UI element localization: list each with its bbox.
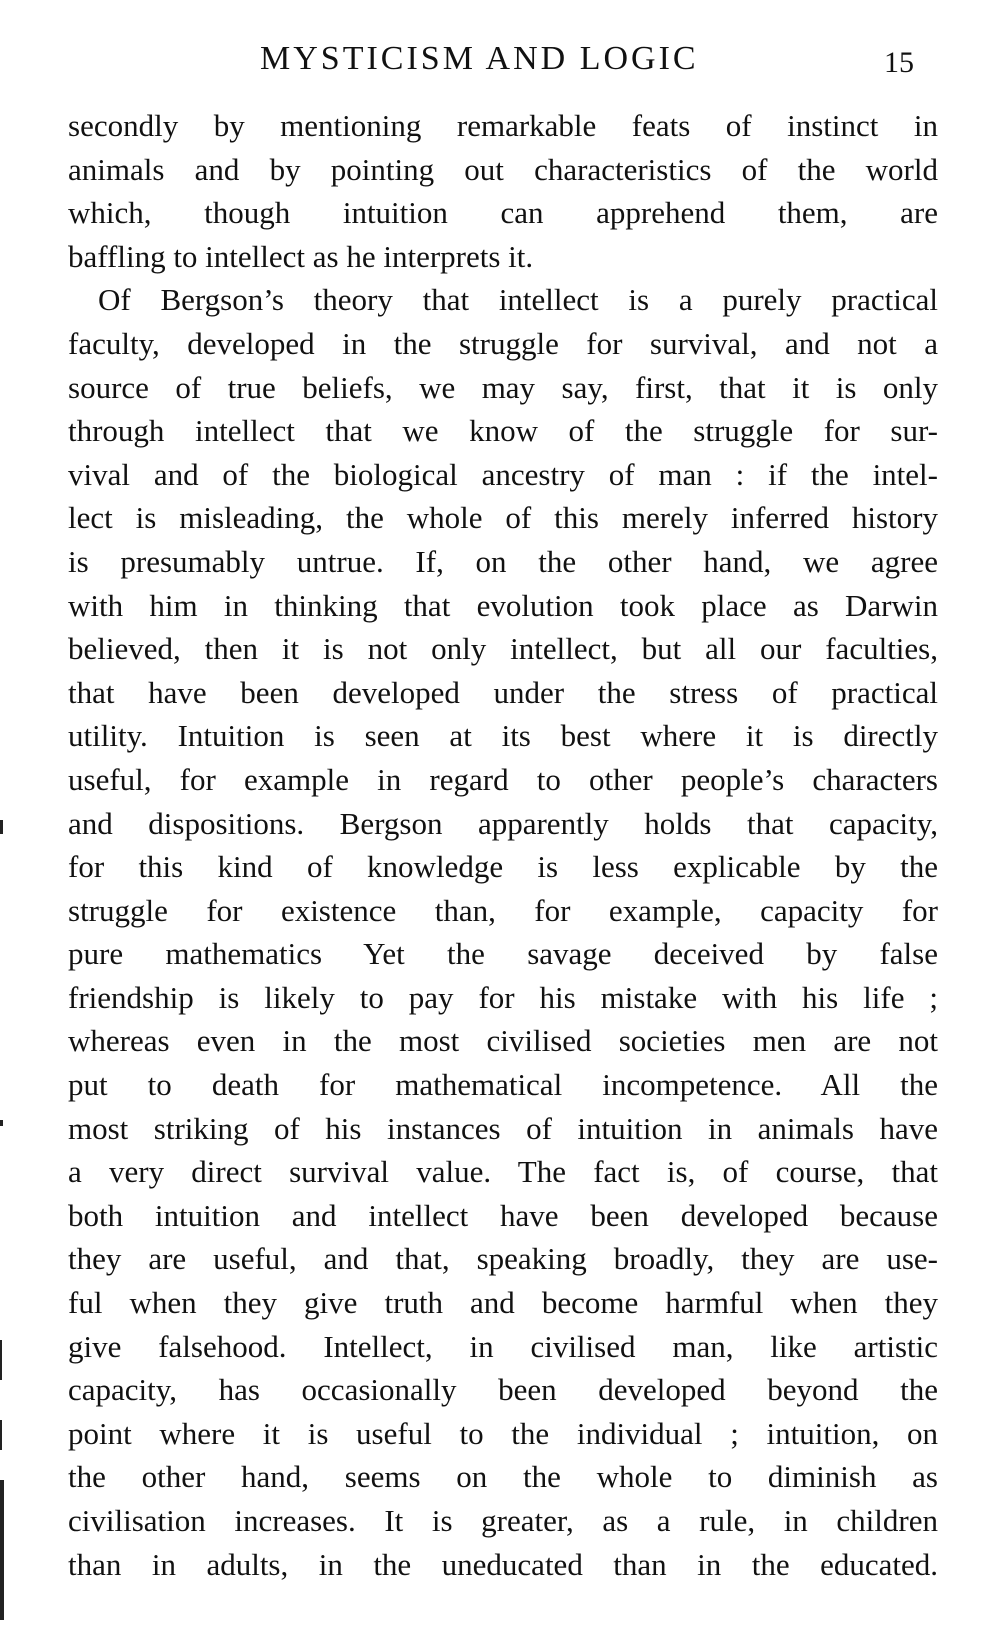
text-line: for this kind of knowledge is less explicable by the (68, 849, 938, 885)
text-line: baffling to intellect as he interprets it. (68, 238, 534, 274)
scan-edge-mark (0, 1480, 4, 1620)
page-number: 15 (884, 46, 914, 79)
text-line: capacity, has occasionally been developed beyond the (68, 1372, 938, 1408)
text-line: secondly by mentioning remarkable feats of instinct in (68, 108, 938, 143)
scan-edge-mark (0, 820, 3, 834)
running-title: MYSTICISM AND LOGIC (260, 40, 699, 77)
text-line: put to death for mathematical incompetence. All the (68, 1067, 938, 1103)
text-line: animals and by pointing out characteristics of the world (68, 151, 938, 187)
paragraph-2 (68, 278, 938, 1586)
text-line: than in adults, in the uneducated than in the educated. (68, 1546, 938, 1582)
text-line: both intuition and intellect have been developed because (68, 1197, 938, 1233)
text-line: they are useful, and that, speaking broadly, they are use- (68, 1241, 938, 1277)
scan-edge-mark (0, 1340, 2, 1380)
text-line: whereas even in the most civilised societies men are not (68, 1023, 938, 1059)
body-text (68, 104, 938, 1586)
paragraph-1 (68, 104, 938, 278)
text-line: that have been developed under the stress of practical (68, 674, 938, 710)
text-line: faculty, developed in the struggle for survival, and not a (68, 325, 938, 361)
text-line: struggle for existence than, for example, capacity for (68, 892, 938, 928)
scan-edge-mark (0, 1420, 2, 1450)
text-line: useful, for example in regard to other people’s characters (68, 761, 938, 797)
text-line: utility. Intuition is seen at its best where it is directly (68, 718, 938, 754)
scan-edge-marks (0, 820, 10, 1620)
text-line: with him in thinking that evolution took place as Darwin (68, 587, 938, 623)
text-line: through intellect that we know of the struggle for sur- (68, 413, 938, 449)
text-line: the other hand, seems on the whole to diminish as (68, 1459, 938, 1495)
text-line: most striking of his instances of intuition in animals have (68, 1110, 938, 1146)
text-line: and dispositions. Bergson apparently holds that capacity, (68, 805, 938, 841)
text-line: pure mathematics Yet the savage deceived by false (68, 936, 938, 972)
text-line: point where it is useful to the individual ; intuition, on (68, 1415, 938, 1451)
text-line: ful when they give truth and become harmful when they (68, 1285, 938, 1321)
page-header (0, 40, 1000, 90)
text-line: Of Bergson’s theory that intellect is a purely practical (98, 282, 938, 318)
text-line: civilisation increases. It is greater, as a rule, in children (68, 1503, 938, 1538)
text-line: give falsehood. Intellect, in civilised man, like artistic (68, 1328, 938, 1364)
text-line: is presumably untrue. If, on the other hand, we agree (68, 543, 938, 579)
text-line: a very direct survival value. The fact is, of course, that (68, 1154, 938, 1190)
text-line: lect is misleading, the whole of this merely inferred history (68, 500, 938, 536)
text-line: friendship is likely to pay for his mistake with his life ; (68, 979, 938, 1015)
scan-edge-mark (0, 1120, 3, 1126)
text-line: which, though intuition can apprehend them, are (68, 195, 938, 231)
text-line: vival and of the biological ancestry of man : if the intel- (68, 456, 938, 492)
text-line: source of true beliefs, we may say, first, that it is only (68, 369, 938, 405)
text-line: believed, then it is not only intellect, but all our faculties, (68, 631, 938, 667)
